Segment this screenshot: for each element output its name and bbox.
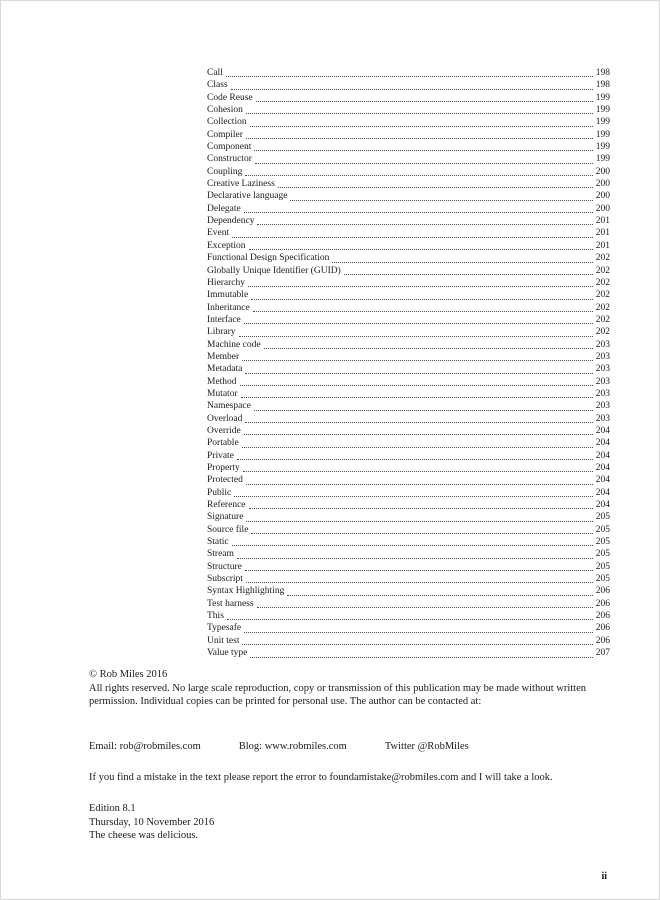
toc-entry-label: Portable: [207, 438, 239, 449]
toc-dot-leader: [332, 262, 592, 263]
toc-entry-page: 205: [595, 512, 610, 523]
toc-entry-page: 202: [595, 265, 610, 276]
toc-entry-label: This: [207, 611, 224, 622]
toc-entry: [207, 647, 610, 659]
toc-entry-page: 203: [595, 364, 610, 375]
toc-dot-leader: [246, 521, 592, 522]
contact-blog: Blog: www.robmiles.com: [238, 740, 347, 752]
toc-dot-leader: [250, 657, 592, 658]
toc-entry-label: Static: [207, 537, 229, 548]
toc-entry-page: 204: [595, 438, 610, 449]
toc-entry: [207, 511, 610, 523]
toc-dot-leader: [251, 299, 593, 300]
toc-entry: [207, 622, 610, 634]
toc-entry: [207, 326, 610, 338]
toc-entry: [207, 339, 610, 351]
toc-entry: [207, 252, 610, 264]
toc-dot-leader: [257, 607, 593, 608]
toc-dot-leader: [287, 595, 592, 596]
copyright-line: © Rob Miles 2016: [89, 669, 168, 680]
toc-dot-leader: [242, 360, 593, 361]
toc-entry-label: Mutator: [207, 388, 238, 399]
mistake-paragraph: If you find a mistake in the text please report the error to foundamistake@robmiles.com and I will take a look.: [89, 772, 553, 784]
toc-entry: [207, 351, 610, 363]
toc-dot-leader: [255, 163, 593, 164]
toc-entry: [207, 536, 610, 548]
toc-dot-leader: [256, 101, 593, 102]
toc-entry: [207, 400, 610, 412]
toc-entry: [207, 437, 610, 449]
toc-entry: [207, 425, 610, 437]
toc-entry-label: Override: [207, 425, 241, 436]
toc-dot-leader: [290, 200, 592, 201]
toc-dot-leader: [246, 138, 593, 139]
toc-entry-label: Globally Unique Identifier (GUID): [207, 265, 341, 276]
toc-entry-label: Call: [207, 68, 223, 78]
toc-entry-page: 203: [595, 351, 610, 362]
toc-entry-page: 206: [595, 635, 610, 646]
toc-entry-label: Delegate: [207, 203, 241, 214]
toc-dot-leader: [278, 187, 593, 188]
toc-entry-label: Unit test: [207, 635, 240, 646]
toc-dot-leader: [242, 644, 592, 645]
toc-entry-label: Compiler: [207, 129, 243, 140]
toc-entry-page: 200: [595, 179, 610, 190]
toc-dot-leader: [246, 582, 593, 583]
toc-entry-page: 202: [595, 253, 610, 264]
toc-entry: [207, 376, 610, 388]
toc-dot-leader: [246, 484, 593, 485]
toc-entry-page: 204: [595, 487, 610, 498]
toc-entry: [207, 450, 610, 462]
toc-entry-label: Typesafe: [207, 623, 242, 634]
toc-dot-leader: [245, 373, 592, 374]
toc-entry: [207, 67, 610, 79]
toc-entry-label: Event: [207, 228, 230, 239]
toc-dot-leader: [242, 447, 593, 448]
rights-paragraph: All rights reserved. No large scale reproduction, copy or transmission of this publication may be made without written permission. Individual copies can be printed for personal use. The author can be contacted at:: [89, 682, 586, 708]
toc-entry: [207, 314, 610, 326]
toc-dot-leader: [226, 76, 593, 77]
toc-entry: [207, 215, 610, 227]
toc-entry: [207, 203, 610, 215]
toc-entry-page: 205: [595, 574, 610, 585]
toc-entry: [207, 598, 610, 610]
toc-entry-label: Structure: [207, 561, 242, 572]
toc-entry-page: 201: [595, 216, 610, 227]
toc-entry-page: 198: [595, 80, 610, 91]
contact-email: Email: rob@robmiles.com: [89, 740, 201, 752]
contact-line: [89, 740, 588, 754]
toc-entry: [207, 363, 610, 375]
toc-dot-leader: [245, 175, 592, 176]
toc-entry: [207, 104, 610, 116]
toc-entry-page: 204: [595, 475, 610, 486]
toc-entry-label: Overload: [207, 413, 243, 424]
toc-entry: [207, 178, 610, 190]
toc-entry-page: 203: [595, 413, 610, 424]
toc-entry-label: Protected: [207, 475, 243, 486]
toc-entry-page: 199: [595, 105, 610, 116]
toc-entry-label: Namespace: [207, 401, 251, 412]
toc-dot-leader: [231, 89, 593, 90]
toc-entry-page: 202: [595, 302, 610, 313]
toc-entry-label: Public: [207, 487, 232, 498]
toc-entry-label: Dependency: [207, 216, 255, 227]
toc-entry-label: Property: [207, 463, 240, 473]
toc-entry: [207, 462, 610, 474]
toc-entry-page: 201: [595, 240, 610, 251]
toc-entry-page: 203: [595, 401, 610, 412]
toc-entry-page: 206: [595, 598, 610, 609]
toc-entry: [207, 548, 610, 560]
toc-entry: [207, 388, 610, 400]
toc-dot-leader: [245, 570, 593, 571]
toc-entry: [207, 499, 610, 511]
toc-entry-page: 203: [595, 339, 610, 350]
toc-dot-leader: [232, 237, 593, 238]
toc-dot-leader: [232, 545, 593, 546]
toc-entry-label: Class: [207, 80, 228, 91]
toc-dot-leader: [243, 471, 593, 472]
contact-twitter: Twitter @RobMiles: [384, 740, 469, 752]
toc-entry: [207, 116, 610, 128]
toc-dot-leader: [237, 459, 593, 460]
toc-entry-page: 202: [595, 327, 610, 338]
toc-entry-label: Immutable: [207, 290, 249, 301]
toc-entry-label: Cohesion: [207, 105, 243, 116]
toc-dot-leader: [257, 224, 592, 225]
toc-entry-label: Source file: [207, 524, 249, 535]
toc-entry-page: 204: [595, 450, 610, 461]
footer-block: [89, 668, 588, 843]
toc-entry-label: Private: [207, 450, 234, 461]
toc-entry-page: 199: [595, 117, 610, 128]
toc-entry-page: 200: [595, 203, 610, 214]
toc-entry-page: 203: [595, 376, 610, 387]
toc-entry-page: 206: [595, 611, 610, 622]
toc-entry: [207, 166, 610, 178]
toc-entry-label: Subscript: [207, 574, 243, 585]
toc-entry: [207, 524, 610, 536]
toc-entry-label: Interface: [207, 314, 241, 325]
toc-entry-label: Metadata: [207, 364, 243, 375]
toc-dot-leader: [254, 150, 592, 151]
toc-entry-label: Method: [207, 376, 237, 387]
toc-dot-leader: [240, 385, 593, 386]
toc-dot-leader: [244, 434, 593, 435]
toc-entry-label: Collection: [207, 117, 247, 128]
toc-dot-leader: [244, 632, 593, 633]
toc-entry-label: Hierarchy: [207, 277, 245, 288]
toc-entry: [207, 265, 610, 277]
toc-entry: [207, 573, 610, 585]
toc-entry-page: 199: [595, 142, 610, 153]
toc-entry: [207, 610, 610, 622]
toc-entry-page: 202: [595, 314, 610, 325]
toc-entry: [207, 561, 610, 573]
toc-entry: [207, 474, 610, 486]
toc-entry: [207, 227, 610, 239]
toc-entry-page: 198: [595, 68, 610, 78]
toc-entry-label: Exception: [207, 240, 246, 251]
toc-entry-label: Syntax Highlighting: [207, 586, 285, 597]
toc-entry-label: Coupling: [207, 166, 243, 177]
toc-entry-page: 201: [595, 228, 610, 239]
toc-entry: [207, 240, 610, 252]
toc-entry: [207, 487, 610, 499]
toc-entry: [207, 635, 610, 647]
toc-entry-page: 202: [595, 277, 610, 288]
toc-entry-page: 206: [595, 586, 610, 597]
toc-entry-label: Stream: [207, 549, 234, 560]
toc-entry-label: Machine code: [207, 339, 261, 350]
toc-entry-page: 205: [595, 524, 610, 535]
toc-entry-label: Member: [207, 351, 240, 362]
toc-entry: [207, 277, 610, 289]
toc-entry-page: 207: [595, 648, 610, 659]
edition-block: [89, 802, 588, 843]
toc-dot-leader: [244, 212, 593, 213]
toc-entry: [207, 413, 610, 425]
toc-dot-leader: [239, 336, 593, 337]
toc-dot-leader: [251, 533, 592, 534]
toc-entry-page: 204: [595, 463, 610, 473]
toc-dot-leader: [264, 348, 593, 349]
toc-entry-page: 205: [595, 549, 610, 560]
date-line: Thursday, 10 November 2016: [89, 816, 215, 828]
toc-entry: [207, 289, 610, 301]
toc-dot-leader: [250, 126, 593, 127]
toc-dot-leader: [241, 397, 593, 398]
toc-entry-label: Library: [207, 327, 236, 338]
toc-entry: [207, 302, 610, 314]
toc-dot-leader: [244, 323, 593, 324]
toc-entry: [207, 79, 610, 91]
toc-entry-page: 205: [595, 561, 610, 572]
toc-entry-page: 204: [595, 500, 610, 511]
toc-entry: [207, 92, 610, 104]
toc-entry-label: Reference: [207, 500, 246, 511]
toc-entry-page: 202: [595, 290, 610, 301]
toc-dot-leader: [245, 422, 592, 423]
toc-dot-leader: [227, 619, 593, 620]
toc-entry-page: 199: [595, 92, 610, 103]
tagline-line: The cheese was delicious.: [89, 830, 199, 842]
toc-entry: [207, 585, 610, 597]
toc-entry-page: 200: [595, 191, 610, 202]
toc-dot-leader: [254, 410, 593, 411]
toc-entry: [207, 153, 610, 165]
toc-entry-label: Creative Laziness: [207, 179, 275, 190]
toc-dot-leader: [248, 286, 593, 287]
toc-dot-leader: [249, 249, 593, 250]
toc-entry: [207, 190, 610, 202]
toc-entry-page: 206: [595, 623, 610, 634]
toc-entry-label: Constructor: [207, 154, 252, 165]
toc-entry-page: 203: [595, 388, 610, 399]
toc-entry-page: 199: [595, 129, 610, 140]
toc-list: [207, 67, 610, 660]
toc-entry-label: Functional Design Specification: [207, 253, 330, 264]
toc-dot-leader: [237, 558, 593, 559]
toc-entry-label: Value type: [207, 648, 248, 659]
toc-dot-leader: [234, 496, 592, 497]
page-number: ii: [601, 871, 607, 882]
toc-entry-label: Component: [207, 142, 252, 153]
toc-entry-label: Code Reuse: [207, 92, 253, 103]
toc-entry: [207, 129, 610, 141]
toc-dot-leader: [344, 274, 593, 275]
toc-dot-leader: [249, 508, 593, 509]
toc-entry: [207, 141, 610, 153]
toc-entry-label: Test harness: [207, 598, 254, 609]
toc-entry-page: 199: [595, 154, 610, 165]
toc-entry-page: 205: [595, 537, 610, 548]
toc-entry-page: 204: [595, 425, 610, 436]
toc-entry-label: Signature: [207, 512, 244, 523]
edition-line: Edition 8.1: [89, 802, 136, 814]
toc-entry-label: Inheritance: [207, 302, 250, 313]
toc-dot-leader: [246, 113, 593, 114]
toc-entry-page: 200: [595, 166, 610, 177]
toc-dot-leader: [253, 311, 593, 312]
toc-entry-label: Declarative language: [207, 191, 288, 202]
